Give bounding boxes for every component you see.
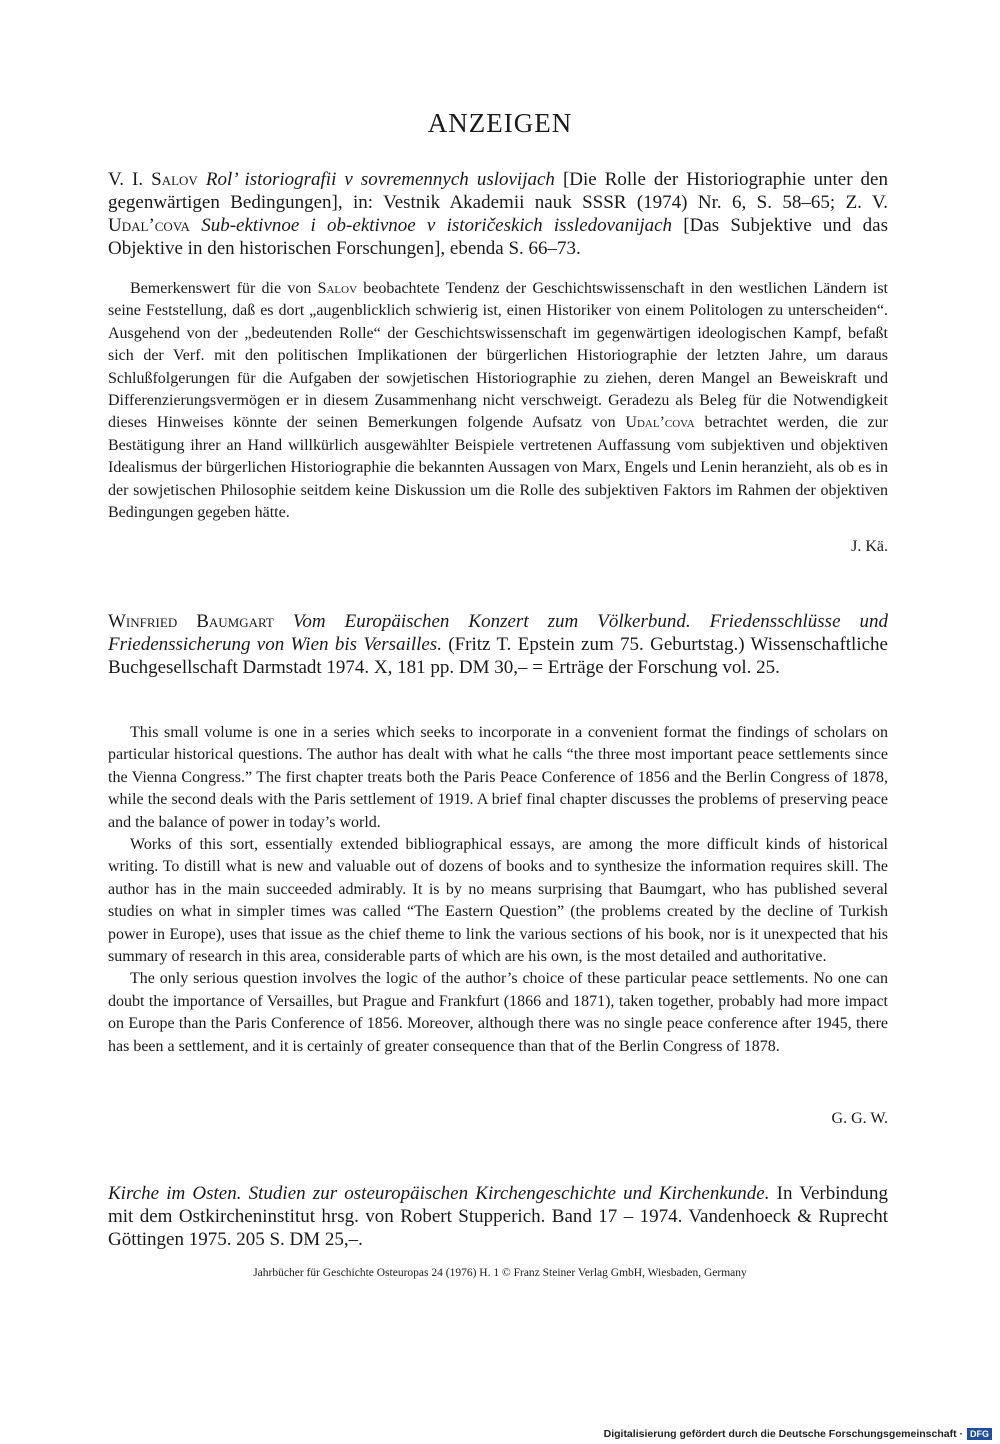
title-kirche: Kirche im Osten. Studien zur osteuropäischen Kirchengeschichte und Kirchenkunde. [108,1183,770,1204]
entry-3-heading [108,1182,888,1251]
entry-2-heading [108,610,888,679]
review-text: beobachtete Tendenz der Geschichtswissenschaft in den westlichen Ländern ist seine Feststellung, daß es dort „augenblicklich schwierig ist, einen Historiker von einem Politologen zu unterscheiden“. Ausgehend von der „bedeutenden Rolle“ der Geschichtswissenschaft im gegenwärtigen ideologischen Kampf, befaßt sich der Verf. mit den politischen Implikationen der bürgerlichen Historiographie der letzten Jahre, um daraus Schlußfolgerungen für die Aufgaben der sowjetischen Historiographie zu ziehen, deren Mangel an Beweiskraft und Differenzierungsvermögen er in diesem Zusammenhang nicht verschweigt. Geradezu als Beleg für die Notwendigkeit dieses Hinweises könnte der seinen Bemerkungen folgende Aufsatz von [108,280,888,432]
entry-2-signature: G. G. W. [831,1110,888,1127]
dfg-credit [604,1428,992,1440]
review-paragraph: The only serious question involves the logic of the author’s choice of these particular peace settlements. No one can doubt the importance of Versailles, but Prague and Frankfurt (1866 and 1871), taken together, probably had more impact on Europe than the Paris Conference of 1856. Moreover, although there was no single peace conference after 1945, there has been a settlement, and it is certainly of greater consequence than that of the Berlin Congress of 1878. [108,970,888,1055]
author-udalcova: Z. V. Udal’cova [108,192,888,236]
review-author-ref: Udal’cova [625,414,695,432]
dfg-logo-icon: DFG [967,1428,992,1440]
review-text: betrachtet werden, die zur Bestätigung ihrer an Hand willkürlich ausgewählter Beispiele vertretenen Auffassung vom subjektiven und objektiven Idealismus der bürgerlichen Historiographie die bekannten Aussagen von Marx, Engels und Lenin heranzieht, als ob es in der sowjetischen Philosophie seitdem keine Diskussion um die Rolle des subjektiven Faktors im Rahmen der objektiven Bedingungen gegeben hätte. [108,414,888,522]
entry-1-heading [108,168,888,260]
citation-salov: [Die Rolle der Historiographie unter den gegenwärtigen Bedingungen], in: Vestnik Akademii nauk SSSR (1974) Nr. 6, S. 58–65; [108,169,888,213]
title-baumgart: Vom Europäischen Konzert zum Völkerbund. Friedensschlüsse und Friedenssicherung von Wien bis Versailles. [108,611,889,655]
review-author-ref: Salov [317,280,358,297]
citation-udalcova: [Das Subjektive und das Objektive in den historischen Forschungen], ebenda S. 66–73. [108,215,888,259]
author-salov: V. I. Salov [108,169,198,190]
review-paragraph: Works of this sort, essentially extended bibliographical essays, are among the more difficult kinds of historical writing. To distill what is new and valuable out of dozens of books and to synthesize the information requires skill. The author has in the main succeeded admirably. It is by no means surprising that Baumgart, who has published several studies on what in simpler times was called “The Eastern Question” (the problems created by the decline of Turkish power in Europe), uses that issue as the chief theme to link the various sections of his book, nor is it unexpected that his summary of research in this area, considerable parts of which are his own, is the most detailed and authoritative. [108,836,888,966]
journal-footer: Jahrbücher für Geschichte Osteuropas 24 (1976) H. 1 © Franz Steiner Verlag GmbH, Wiesbaden, Germany [253,1267,747,1279]
review-paragraph [108,278,888,524]
title-udalcova: Sub-ektivnoe i ob-ektivnoe v istoričeskich issledovanijach [201,215,673,236]
dfg-credit-text: Digitalisierung gefördert durch die Deutsche Forschungsgemeinschaft · [603,1428,963,1440]
author-baumgart: Winfried Baumgart [108,611,274,632]
review-paragraph: This small volume is one in a series which seeks to incorporate in a convenient format the findings of scholars on particular historical questions. The author has dealt with what he calls “the three most important peace settlements since the Vienna Congress.” The first chapter treats both the Paris Peace Conference of 1856 and the Berlin Congress of 1878, while the second deals with the Paris settlement of 1919. A brief final chapter discusses the problems of preserving peace and the balance of power in today’s world. [108,724,888,831]
entry-1-review [108,278,888,524]
citation-baumgart: (Fritz T. Epstein zum 75. Geburtstag.) Wissenschaftliche Buchgesellschaft Darmstadt 1974. X, 181 pp. DM 30,– = Erträge der Forschung vol. 25. [108,634,888,678]
review-text: Bemerkenswert für die von [130,280,318,297]
page-title: ANZEIGEN [427,108,573,138]
citation-kirche: In Verbindung mit dem Ostkircheninstitut hrsg. von Robert Stupperich. Band 17 – 1974. Vandenhoeck & Ruprecht Göttingen 1975. 205 S. DM 25,–. [108,1183,889,1250]
title-salov: Rol’ istoriografii v sovremennych uslovijach [205,169,555,190]
entry-1-signature: J. Kä. [851,538,888,555]
entry-2-review [108,722,888,1058]
